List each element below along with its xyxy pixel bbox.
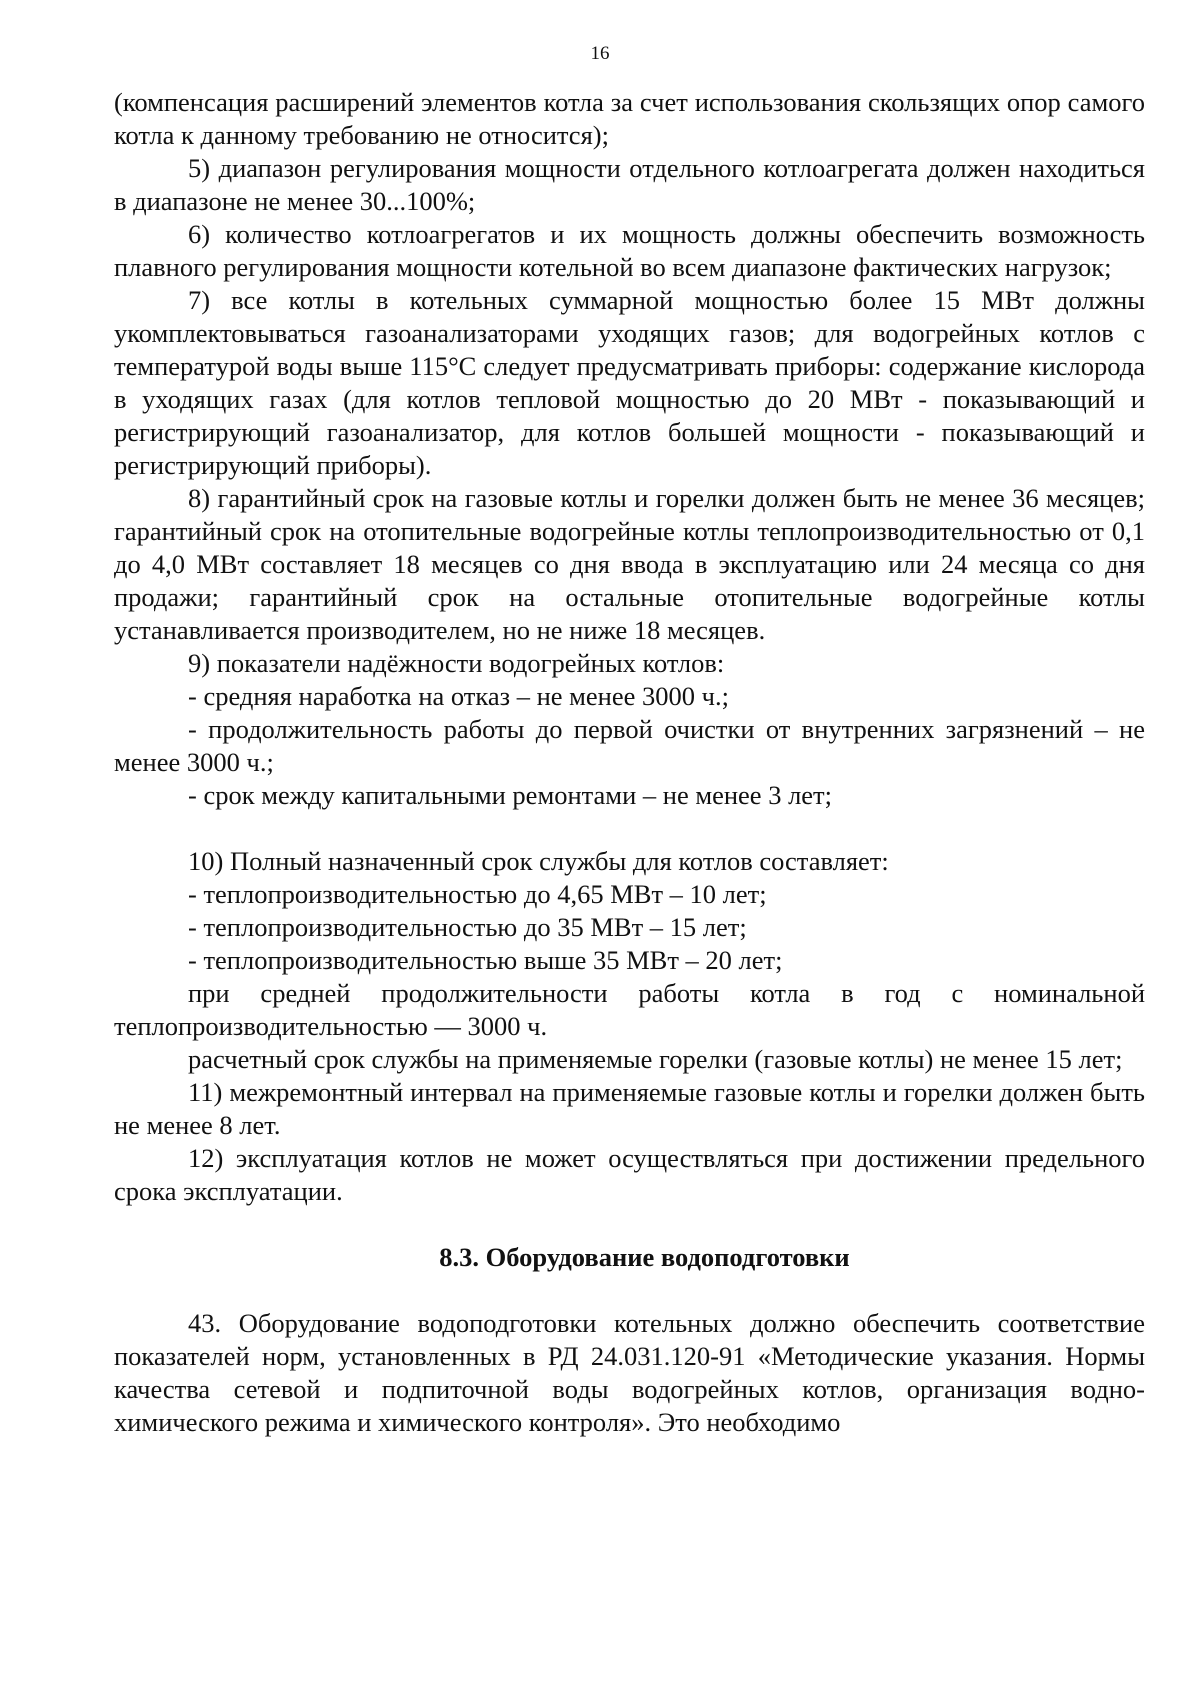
paragraph-boiler-expansion-note: (компенсация расширений элементов котла за счет использования скользящих опор самого котла к данному требованию не относится);: [114, 87, 1145, 150]
paragraph-item-8: 8) гарантийный срок на газовые котлы и горелки должен быть не менее 36 месяцев; гарантийный срок на отопительные водогрейные котлы теплопроизводительностью от 0,1 до 4,0 МВт составляет 18 месяцев со дня ввода в эксплуатацию или 24 месяца со дня продажи; гарантийный срок на остальные отопительные водогрейные котлы устанавливается производителем, но не ниже 18 месяцев.: [114, 483, 1145, 645]
blank-line: [114, 1274, 1145, 1307]
paragraph-item-10: 10) Полный назначенный срок службы для котлов составляет:: [188, 846, 889, 876]
document-body: [114, 86, 1145, 1439]
page-number: 16: [590, 43, 610, 64]
paragraph-item-5: 5) диапазон регулирования мощности отдельного котлоагрегата должен находиться в диапазоне не менее 30...100%;: [114, 153, 1145, 216]
section-heading: 8.3. Оборудование водоподготовки: [439, 1242, 850, 1272]
paragraph-item-43: 43. Оборудование водоподготовки котельных должно обеспечить соответствие показателей норм, установленных в РД 24.031.120-91 «Методические указания. Нормы качества сетевой и подпиточной воды водогрейных котлов, организация водно-химического режима и химического контроля». Это необходимо: [114, 1308, 1145, 1437]
list-item-first-cleaning-interval: - продолжительность работы до первой очистки от внутренних загрязнений – не менее 3000 ч.;: [114, 714, 1145, 777]
blank-line: [114, 1208, 1145, 1241]
paragraph-item-6: 6) количество котлоагрегатов и их мощность должны обеспечить возможность плавного регулирования мощности котельной во всем диапазоне фактических нагрузок;: [114, 219, 1145, 282]
list-item-service-life-4-65: - теплопроизводительностью до 4,65 МВт – 10 лет;: [188, 879, 767, 909]
paragraph-item-9: 9) показатели надёжности водогрейных котлов:: [188, 648, 725, 678]
paragraph-item-12: 12) эксплуатация котлов не может осуществляться при достижении предельного срока эксплуатации.: [114, 1143, 1145, 1206]
list-item-service-life-35: - теплопроизводительностью до 35 МВт – 15 лет;: [188, 912, 747, 942]
paragraph-operating-hours: при средней продолжительности работы котла в год с номинальной теплопроизводительностью — 3000 ч.: [114, 978, 1145, 1041]
paragraph-burner-service-life: расчетный срок службы на применяемые горелки (газовые котлы) не менее 15 лет;: [188, 1044, 1123, 1074]
list-item-overhaul-interval: - срок между капитальными ремонтами – не менее 3 лет;: [188, 780, 832, 810]
list-item-mean-time-between-failures: - средняя наработка на отказ – не менее 3000 ч.;: [188, 681, 729, 711]
list-item-service-life-above-35: - теплопроизводительностью выше 35 МВт – 20 лет;: [188, 945, 783, 975]
paragraph-item-7: 7) все котлы в котельных суммарной мощностью более 15 МВт должны укомплектовываться газоанализаторами уходящих газов; для водогрейных котлов с температурой воды выше 115°С следует предусматривать приборы: содержание кислорода в уходящих газах (для котлов тепловой мощностью до 20 МВт - показывающий и регистрирующий газоанализатор, для котлов большей мощности - показывающий и регистрирующий приборы).: [114, 285, 1145, 480]
blank-line: [114, 812, 1145, 845]
paragraph-item-11: 11) межремонтный интервал на применяемые газовые котлы и горелки должен быть не менее 8 лет.: [114, 1077, 1145, 1140]
